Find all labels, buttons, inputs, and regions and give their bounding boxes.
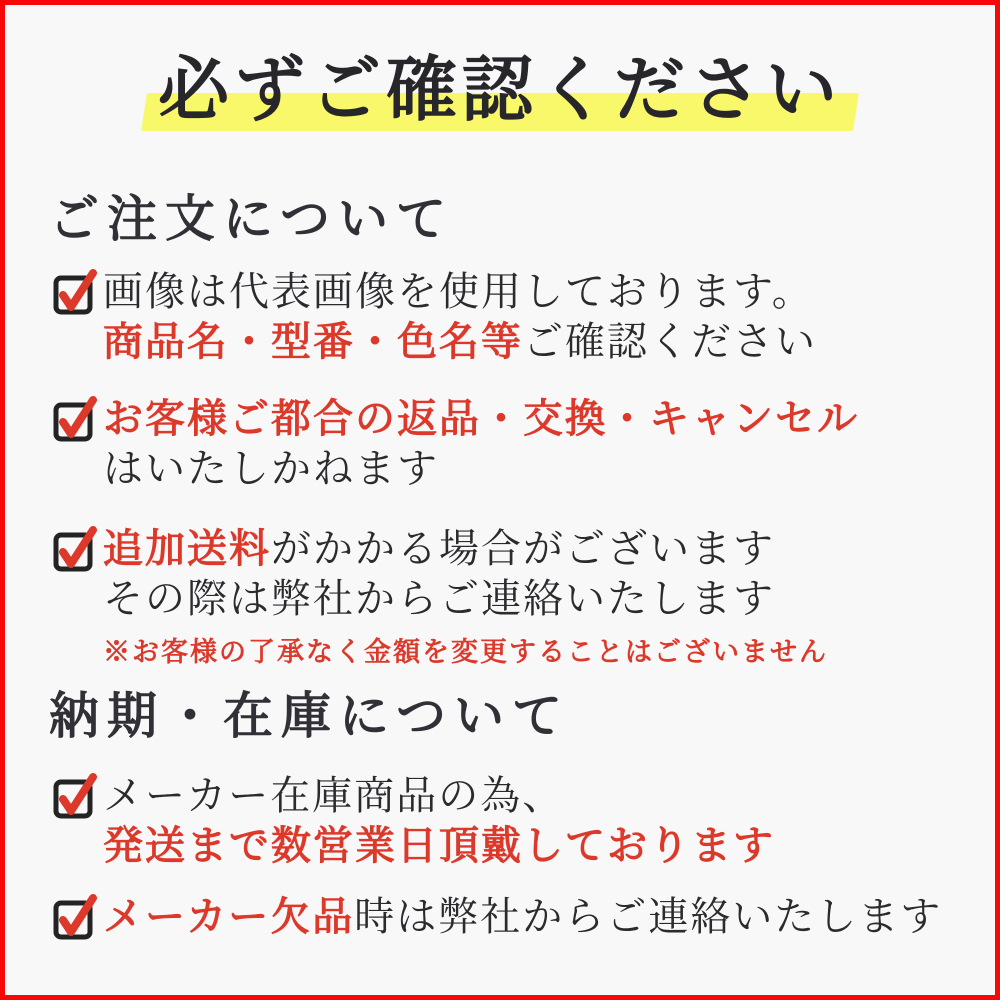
text-segment: 時は弊社からご連絡いたします [354, 894, 943, 940]
section-heading-stock: 納期・在庫について [49, 686, 570, 745]
section-heading-order: ご注文について [49, 189, 454, 248]
text-segment: ご確認ください [523, 319, 817, 365]
text-segment: その際は弊社からご連絡いたします [103, 576, 775, 622]
checked-checkbox-icon [53, 267, 97, 317]
list-item [53, 394, 859, 494]
item-text [103, 394, 859, 494]
text-segment: メーカー在庫商品の為、 [103, 773, 565, 819]
item-text [103, 771, 775, 871]
list-item [53, 524, 828, 670]
checked-checkbox-icon [53, 524, 97, 574]
title-block [5, 45, 995, 141]
text-segment-red: メーカー欠品 [103, 893, 355, 940]
checked-checkbox-icon [53, 771, 97, 821]
checked-checkbox-icon [53, 394, 97, 444]
item-text [103, 524, 828, 670]
list-item [53, 771, 775, 871]
text-segment: がかかる場合がございます [271, 526, 775, 572]
checked-checkbox-icon [53, 892, 97, 942]
text-segment: 画像は代表画像を使用しております。 [103, 269, 814, 315]
text-segment-red: 発送まで数営業日頂戴しております [103, 822, 775, 869]
text-segment: はいたしかねます [103, 446, 439, 492]
list-item [53, 892, 942, 942]
text-segment-red: 商品名・型番・色名等 [103, 318, 523, 365]
item-footnote: ※お客様の了承なく金額を変更することはございません [103, 637, 828, 668]
text-segment-red: 追加送料 [103, 525, 271, 572]
list-item [53, 267, 817, 367]
text-segment-red: お客様ご都合の返品・交換・キャンセル [103, 395, 859, 442]
item-text [103, 267, 817, 367]
page-title: 必ずご確認ください [157, 47, 842, 131]
item-text [103, 892, 942, 942]
